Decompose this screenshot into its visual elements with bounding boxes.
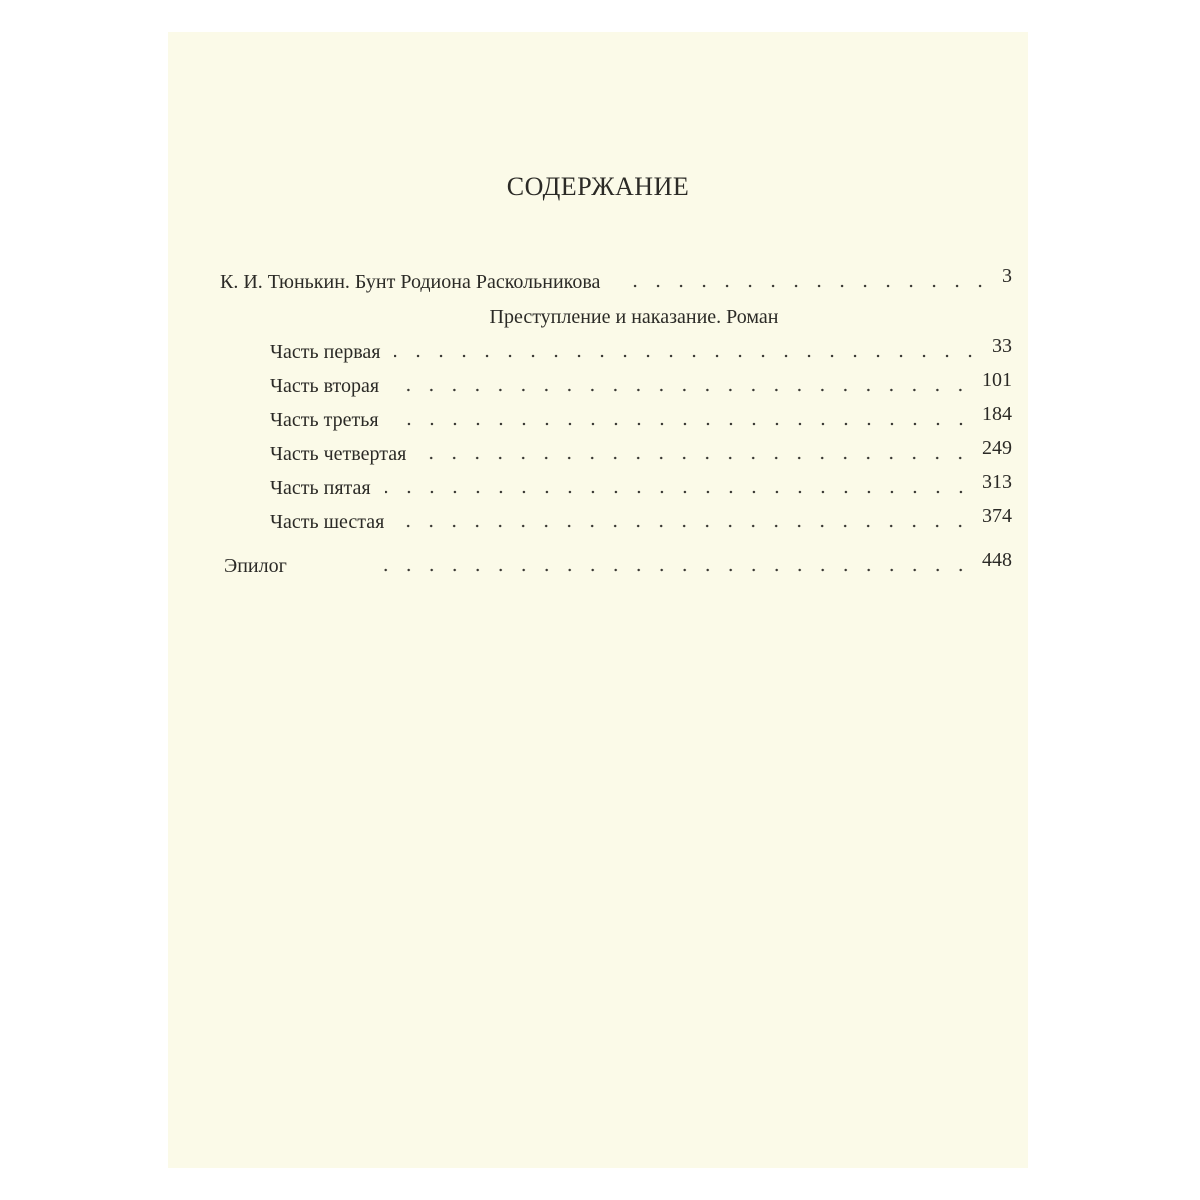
dot-leader bbox=[394, 353, 982, 359]
dot-leader bbox=[367, 567, 972, 573]
toc-entry-part-1 bbox=[270, 335, 1012, 364]
toc-entry-page: 3 bbox=[1002, 265, 1012, 287]
toc-entry-intro bbox=[220, 265, 1012, 294]
toc-entry-label: Часть шестая bbox=[270, 511, 385, 533]
dot-leader bbox=[398, 523, 972, 529]
toc-entry-label: Часть первая bbox=[270, 341, 381, 363]
novel-heading: Преступление и наказание. Роман bbox=[489, 306, 779, 328]
toc-entry-page: 374 bbox=[982, 505, 1012, 527]
toc-entry-epilogue bbox=[224, 549, 1012, 578]
toc-entry-label: Часть четвертая bbox=[270, 443, 407, 465]
dot-leader bbox=[393, 421, 972, 427]
toc-entry-part-2 bbox=[270, 369, 1012, 398]
toc-entry-page: 33 bbox=[992, 335, 1012, 357]
toc-entry-label: Часть вторая bbox=[270, 375, 380, 397]
toc-entry-page: 184 bbox=[982, 403, 1012, 425]
dot-leader bbox=[385, 489, 972, 495]
book-page bbox=[168, 32, 1028, 1168]
toc-entry-page: 313 bbox=[982, 471, 1012, 493]
toc-entry-part-5 bbox=[270, 471, 1012, 500]
toc-entry-label: К. И. Тюнькин. Бунт Родиона Раскольникова bbox=[220, 271, 601, 293]
dot-leader bbox=[420, 455, 972, 461]
toc-entry-part-4 bbox=[270, 437, 1012, 466]
toc-title: СОДЕРЖАНИЕ bbox=[506, 172, 690, 201]
toc-entry-label: Часть третья bbox=[270, 409, 379, 431]
toc-entry-part-3 bbox=[270, 403, 1012, 432]
toc-entry-page: 101 bbox=[982, 369, 1012, 391]
dot-leader bbox=[614, 283, 992, 289]
dot-leader bbox=[393, 387, 972, 393]
toc-entry-label: Эпилог bbox=[224, 555, 287, 577]
toc-entry-label: Часть пятая bbox=[270, 477, 371, 499]
toc-entry-part-6 bbox=[270, 505, 1012, 534]
toc-entry-page: 249 bbox=[982, 437, 1012, 459]
toc-entry-page: 448 bbox=[982, 549, 1012, 571]
